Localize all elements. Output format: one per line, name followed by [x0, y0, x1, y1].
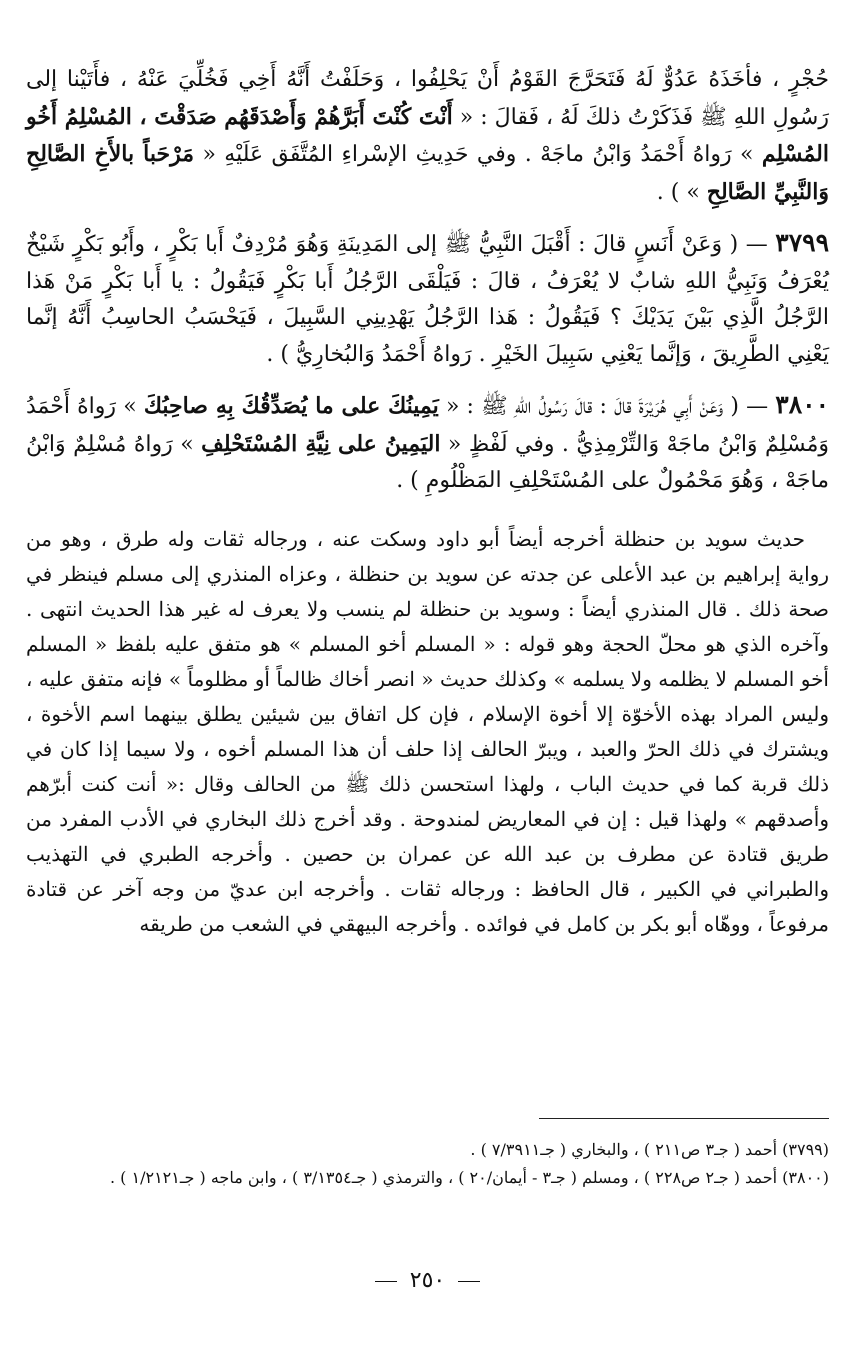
commentary-paragraph: حديث سويد بن حنظلة أخرجه أيضاً أبو داود وسكت عنه ، ورجاله ثقات وله طرق ، وهو من رواية إبراهيم بن عبد الأعلى عن جدته عن سويد بن حنظلة ، وعزاه المنذري إلى مسلم فينظر في صحة ذلك . قال المنذري أيضاً : وسويد بن حنظلة لم ينسب ولا يعرف له غير هذا الحديث انتهى . وآخره الذي هو محلّ الحجة وهو قوله : « المسلم أخو المسلم » هو متفق عليه بلفظ « المسلم أخو المسلم لا يظلمه ولا يسلمه » وكذلك حديث « انصر أخاك ظالماً أو مظلوماً » فإنه متفق عليه ، وليس المراد بهذه الأخوّة إلا أخوة الإسلام ، فإن كل اتفاق بين شيئين يطلق بينهما اسم الأخوة ، ويشترك في ذلك الحرّ والعبد ، ويبرّ الحالف إذا حلف أن هذا المسلم أخوه ، ولا سيما إذا كان في ذلك قربة كما في حديث الباب ، ولهذا استحسن ذلك ﷺ من الحالف وقال :« أنت كنت أبرّهم وأصدقهم » ولهذا قيل : إن في المعاريض لمندوحة . وقد أخرج ذلك البخاري في الأدب المفرد من طريق قتادة عن مطرف بن عبد الله عن عمران بن حصين . وأخرجه الطبري في التهذيب والطبراني في الكبير ، قال الحافظ : ورجاله ثقات . وأخرجه ابن عديّ من وجه آخر عن قتادة مرفوعاً ، ووهّاه أبو بكر بن كامل في فوائده . وأخرجه البيهقي في الشعب من طريقه	[26, 526, 829, 936]
text-run: » رَواهُ مُسْلِمٌ وَابْنُ ماجَهْ ، وَهُوَ مَحْمُولٌ على المُسْتَحْلِفِ المَظْلُومِ ) .	[26, 431, 829, 493]
text-run: » رَواهُ أَحْمَدُ وَابْنُ ماجَهْ . وفي حَدِيثِ الإسْراءِ المُتَّفَق عَلَيْهِ «	[202, 142, 754, 167]
commentary	[26, 522, 829, 942]
text-run: حُجْرٍ ، فأخَذَهُ عَدُوٌّ لَهُ فَتَحَرَّجَ القَوْمُ أَنْ يَحْلِفُوا ، وَحَلَفْتُ أَنَّهُ أَخِي فَخُلِّيَ عَنْهُ ، فأَتَيْنا إلى رَسُولِ اللهِ ﷺ فَذَكَرْتُ ذلكَ لَهُ ، فَقالَ : «	[26, 67, 829, 130]
hadith-3800	[26, 387, 829, 500]
footnote-divider	[539, 1118, 829, 1119]
text-run: » رَواهُ أَحْمَدُ وَمُسْلِمٌ وَابْنُ ماجَهْ وَالتِّرْمِذِيُّ . وفي لَفْظٍ «	[26, 394, 829, 457]
bold-hadith-quote: مَرْحَباً بالأَخِ الصَّالِحِ وَالنَّبِيِّ الصَّالِحِ	[26, 141, 829, 205]
page-number-value: ٢٥٠	[409, 1268, 446, 1293]
bold-hadith-quote: اليَمِينُ على نِيَّةِ المُسْتَحْلِفِ	[201, 430, 441, 457]
bold-hadith-quote: يَمِينُكَ على ما يُصَدِّقُكَ بِهِ صاحِبُكَ	[143, 393, 439, 419]
hadith-number: ٣٧٩٩	[775, 228, 829, 257]
bold-hadith-quote: أَنْتَ كُنْتَ أَبَرَّهُمْ وَأَصْدَقَهُم صَدَقْتَ ، المُسْلِمُ أَخُو المُسْلِم	[26, 103, 829, 167]
page-number	[0, 1268, 855, 1293]
hadith-text	[26, 62, 829, 500]
text-run: — ( وَعَنْ أَبِي هُرَيْرَةَ قالَ : قالَ رَسُولُ اللهِ ﷺ : «	[445, 394, 769, 419]
hadith-3799	[26, 225, 829, 373]
hadith-number: ٣٨٠٠	[775, 390, 830, 419]
footnotes	[26, 1136, 829, 1192]
footnote-3800: (٣٨٠٠) أحمد ( جـ٢ ص٢٢٨ ) ، ومسلم ( جـ٣ - أيمان/٢٠ ) ، والترمذي ( جـ٣/١٣٥٤ ) ، وابن ماجه ( جـ١/٢١٢١ ) .	[110, 1168, 829, 1187]
hadith-paragraph-continued	[26, 62, 829, 211]
footnote-3799: (٣٧٩٩) أحمد ( جـ٣ ص٢١١ ) ، والبخاري ( جـ٧/٣٩١١ ) .	[470, 1140, 829, 1159]
text-run: — ( وَعَنْ أَنَسٍ قالَ : أَقْبَلَ النَّبِيُّ ﷺ إلى المَدِينَةِ وَهُوَ مُرْدِفٌ أَبا بَكْرٍ ، وأَبُو بَكْرٍ شَيْخٌ يُعْرَفُ وَنَبِيُّ اللهِ شابٌ لا يُعْرَفُ ، قالَ : فَيَلْقَى الرَّجُلُ أَبا بَكْرٍ فَيَقُولُ : يا أَبا بَكْرٍ مَنْ هَذا الرَّجُلُ الَّذِي بَيْنَ يَدَيْكَ ؟ فَيَقُولُ : هَذا الرَّجُلُ يَهْدِينِي السَّبِيلَ ، فَيَحْسَبُ الحاسِبُ أَنَّهُ إنَّما يَعْنِي الطَّرِيقَ ، وَإنَّما يَعْنِي سَبِيلَ الخَيْرِ . رَواهُ أَحْمَدُ وَالبُخارِيُّ ) .	[26, 232, 829, 367]
text-run: » ) .	[656, 179, 700, 205]
